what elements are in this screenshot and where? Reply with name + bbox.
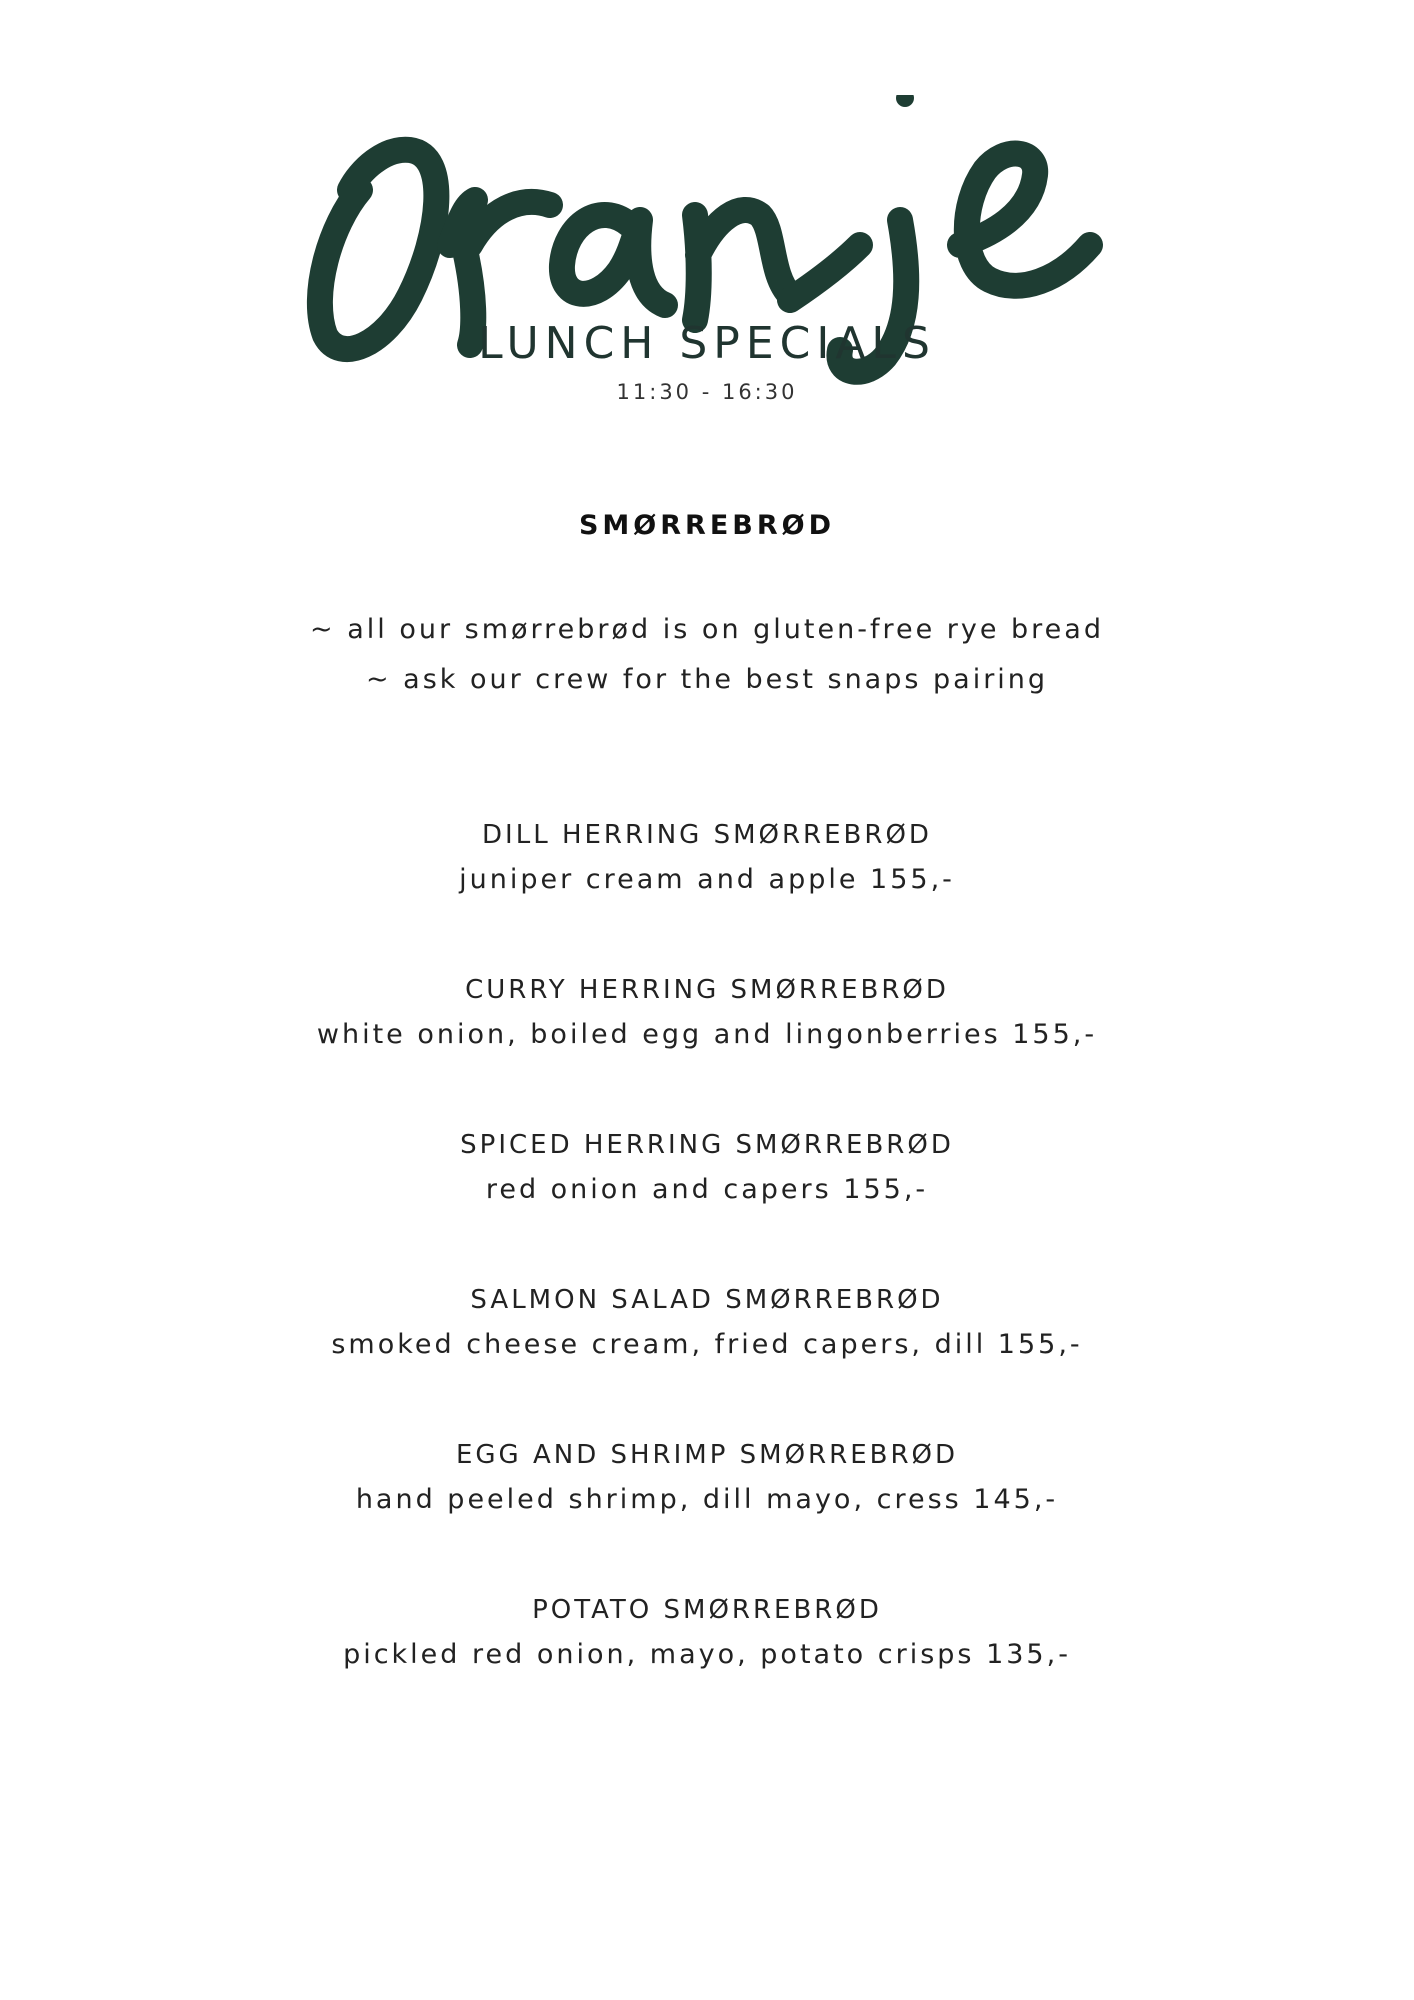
menu-item-description: smoked cheese cream, fried capers, dill 155,- xyxy=(331,1329,1083,1360)
menu-item xyxy=(0,1280,1414,1435)
menu-item xyxy=(0,970,1414,1125)
logo-letter-a xyxy=(562,215,665,305)
menu-item-description: juniper cream and apple 155,- xyxy=(459,864,955,895)
menu-item xyxy=(0,815,1414,970)
opening-hours: 11:30 - 16:30 xyxy=(616,380,798,404)
menu-item-description: white onion, boiled egg and lingonberries 155,- xyxy=(316,1019,1098,1050)
logo-letter-n xyxy=(695,210,790,320)
menu-item-name: DILL HERRING SMØRREBRØD xyxy=(482,820,932,850)
menu-item-name: SALMON SALAD SMØRREBRØD xyxy=(470,1285,944,1315)
note-line: ~ ask our crew for the best snaps pairing xyxy=(365,664,1049,695)
menu-item-name: SPICED HERRING SMØRREBRØD xyxy=(460,1130,954,1160)
menu-item-description: red onion and capers 155,- xyxy=(485,1174,929,1205)
menu-item-description: pickled red onion, mayo, potato crisps 135,- xyxy=(343,1639,1071,1670)
logo-letter-e xyxy=(960,154,1090,286)
logo-j-dot xyxy=(896,95,914,107)
section-title: SMØRREBRØD xyxy=(578,510,836,541)
page-subtitle: LUNCH SPECIALS xyxy=(478,318,936,369)
menu-item xyxy=(0,1125,1414,1280)
section-notes xyxy=(0,605,1414,705)
logo-connector xyxy=(790,245,860,300)
menu-items xyxy=(0,815,1414,1745)
menu-item-description: hand peeled shrimp, dill mayo, cress 145,- xyxy=(355,1484,1059,1515)
menu-item-name: EGG AND SHRIMP SMØRREBRØD xyxy=(455,1440,959,1470)
menu-item-name: CURRY HERRING SMØRREBRØD xyxy=(465,975,949,1005)
menu-item xyxy=(0,1590,1414,1745)
menu-item xyxy=(0,1435,1414,1590)
note-line: ~ all our smørrebrød is on gluten-free rye bread xyxy=(310,614,1104,645)
menu-item-name: POTATO SMØRREBRØD xyxy=(532,1595,882,1625)
